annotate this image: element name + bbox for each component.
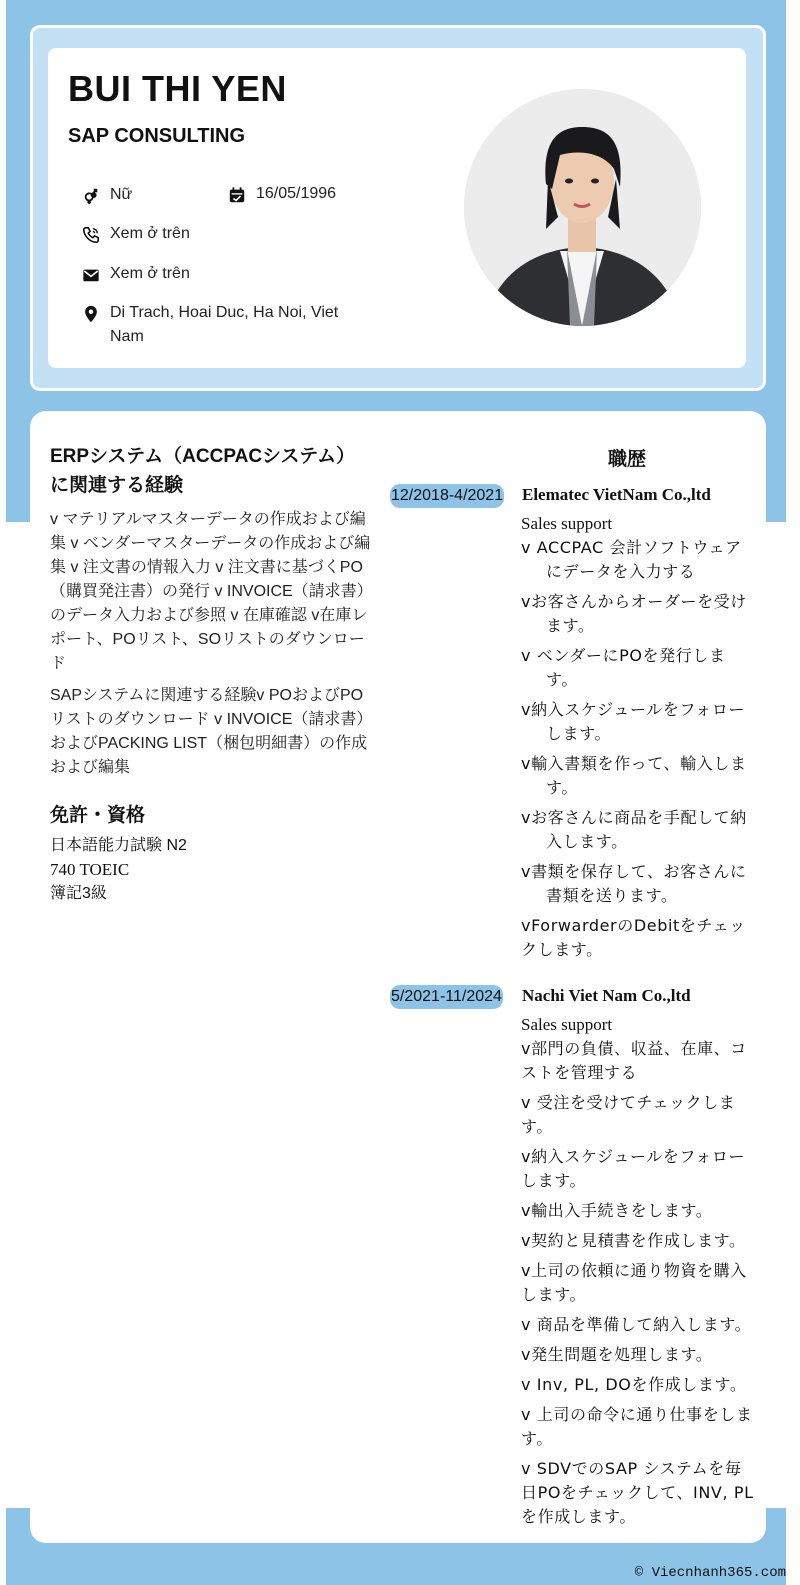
job-duty: v上司の依頼に通り物資を購入します。 [521, 1261, 747, 1304]
email-value[interactable]: Xem ở trên [110, 265, 190, 282]
job-company: Elematec VietNam Co.,ltd [522, 485, 711, 504]
avatar [464, 89, 701, 326]
job-role: Sales support [521, 514, 613, 533]
skills-paragraph: SAPシステムに関連する経験v POおよびPOリストのダウンロード v INVOICE（請求書）およびPACKING LIST（梱包明細書）の作成および編集 [50, 687, 368, 776]
job-duty: v 受注を受けてチェックします。 [521, 1093, 736, 1136]
job-duty: v 商品を準備して納入します。 [521, 1315, 752, 1334]
job-company: Nachi Viet Nam Co.,ltd [522, 986, 691, 1005]
licenses-title: 免許・資格 [50, 805, 146, 826]
skills-title: ERPシステム（ACCPACシステム）に関連する経験 [50, 446, 356, 496]
license-item: 簿記3級 [50, 885, 107, 902]
gender-row [80, 183, 132, 207]
phone-row [80, 222, 190, 246]
job-duty: v 上司の命令に通り仕事をします。 [521, 1405, 753, 1448]
phone-value[interactable]: Xem ở trên [110, 225, 190, 242]
experience-title: 職歴 [607, 449, 646, 470]
candidate-position: SAP CONSULTING [68, 125, 246, 147]
skills-paragraph: v マテリアルマスターデータの作成および編集 v ベンダーマスターデータの作成および編集 v 注文書の情報入力 v 注文書に基づくPO（購買発注書）の発行 v INVOICE（請求書）のデータ入力および参照 v 在庫確認 v在庫レポート、POリスト、SOリストのダウンロード [50, 511, 371, 672]
job-duty: vお客さんに商品を手配して納入します。 [521, 808, 747, 851]
job-duty: v輸出入手続きをします。 [521, 1201, 713, 1220]
footer-watermark: © Viecnhanh365.com [634, 1565, 786, 1581]
licenses-list [50, 834, 372, 906]
address-value: Di Trach, Hoai Duc, Ha Noi, Viet Nam [110, 304, 339, 345]
job-period: 12/2018-4/2021 [390, 484, 504, 508]
gender-icon [80, 185, 102, 207]
job-duties [521, 536, 757, 968]
address-row [80, 301, 360, 349]
job-duty: v Inv, PL, DOを作成します。 [521, 1375, 747, 1394]
mail-icon [80, 264, 102, 286]
calendar-icon [226, 184, 248, 206]
job-duty: vお客さんからオーダーを受けます。 [521, 592, 747, 635]
job-duty: v ベンダーにPOを発行します。 [521, 646, 726, 689]
birthday-row [226, 182, 336, 206]
job-duty: v納入スケジュールをフォローします。 [521, 1147, 746, 1190]
job-duty: v SDVでのSAP システムを毎日POをチェックして、INV, PLを作成します。 [521, 1459, 754, 1526]
email-row [80, 262, 190, 286]
job-role: Sales support [521, 1015, 613, 1034]
job-duty: v発生問題を処理します。 [521, 1345, 713, 1364]
job-period: 5/2021-11/2024 [390, 985, 503, 1009]
job-duty: v契約と見積書を作成します。 [521, 1231, 746, 1250]
left-column [50, 442, 372, 906]
license-item: 740 TOEIC [50, 860, 130, 879]
location-icon [80, 303, 102, 325]
job-duty: vForwarderのDebitをチェックします。 [521, 916, 746, 959]
job-duty: v書類を保存して、お客さんに書類を送ります。 [521, 862, 747, 905]
candidate-name: BUI THI YEN [68, 68, 287, 109]
job-duty: v納入スケジュールをフォローします。 [521, 700, 746, 743]
license-item: 日本語能力試験 N2 [50, 837, 187, 854]
birthday-value: 16/05/1996 [256, 185, 337, 202]
job-duties [521, 1037, 757, 1535]
job-duty: v輸入書類を作って、輸入します。 [521, 754, 747, 797]
job-duty: v部門の負債、収益、在庫、コストを管理する [521, 1039, 747, 1082]
phone-icon [80, 224, 102, 246]
job-duty: v ACCPAC 会計ソフトウェアにデータを入力する [521, 538, 742, 581]
gender-value: Nữ [110, 186, 133, 203]
